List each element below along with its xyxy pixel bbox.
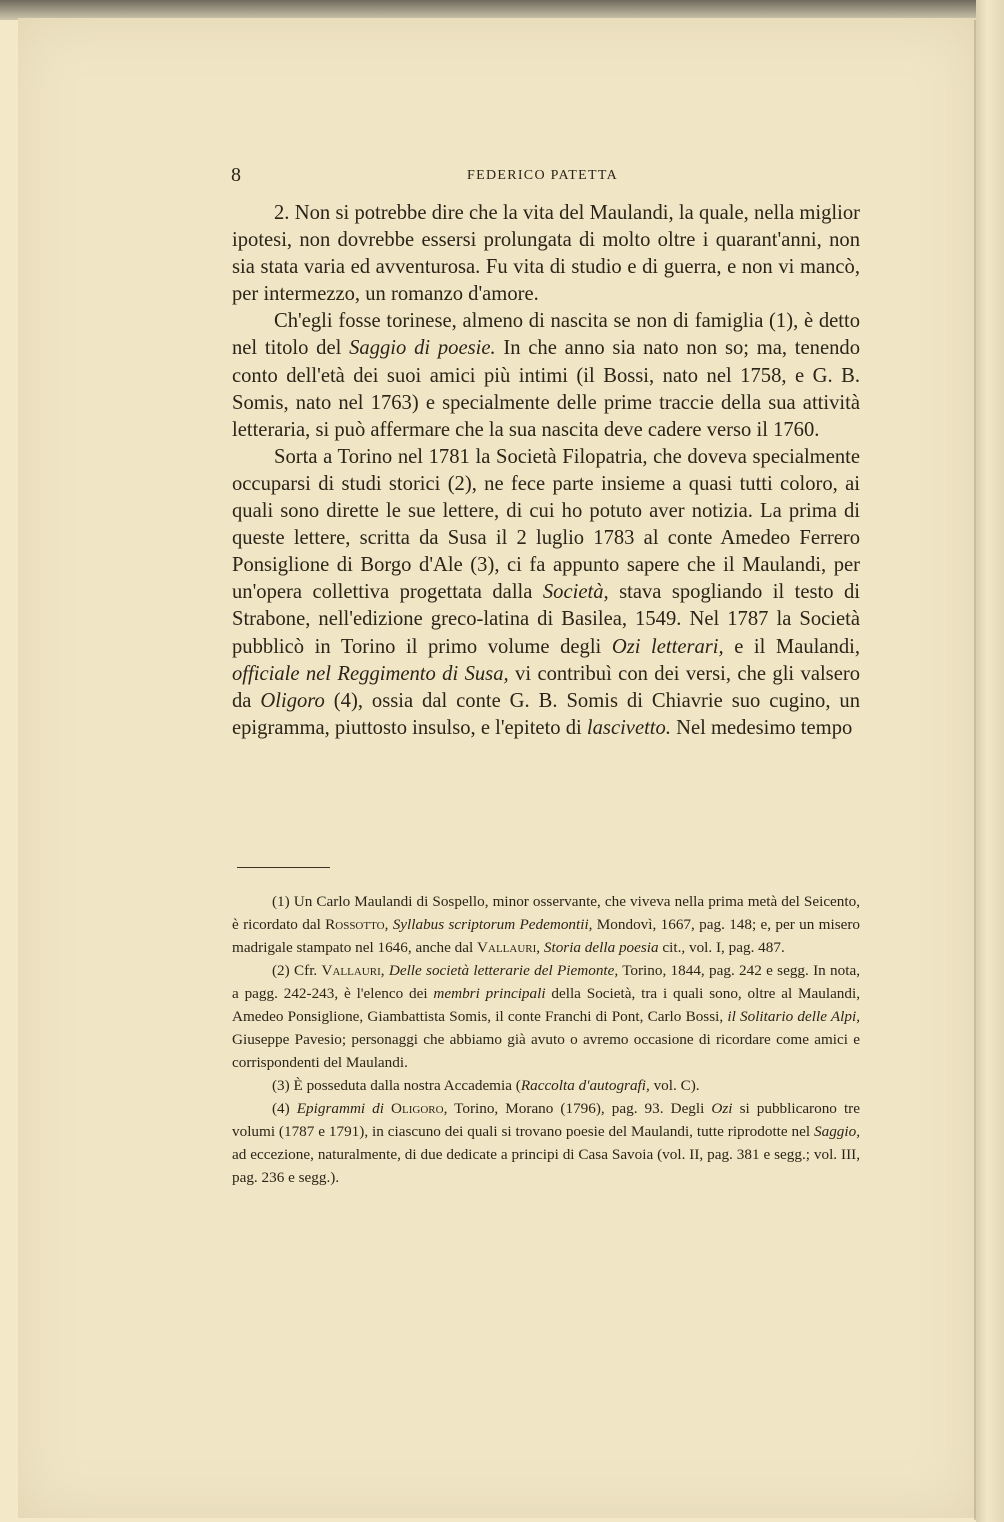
footnote-3 bbox=[232, 1074, 860, 1097]
italic-title: Saggio di poesie. bbox=[349, 337, 496, 360]
italic-title: Storia della poesia bbox=[543, 939, 659, 956]
page-number: 8 bbox=[231, 164, 241, 186]
footnote-2 bbox=[232, 959, 860, 1074]
text-run: (4) bbox=[272, 1100, 297, 1117]
italic-title: Raccolta d'autografi, bbox=[520, 1077, 650, 1094]
paragraph-3 bbox=[232, 444, 860, 742]
text-run: vi contribuì con dei versi, che gli valsero da bbox=[232, 662, 860, 712]
text-run: vol. C). bbox=[649, 1077, 700, 1094]
text-run: , bbox=[380, 962, 389, 979]
author-name: Vallauri bbox=[321, 962, 381, 979]
italic-title: Saggio, bbox=[814, 1123, 860, 1140]
text-run: Sorta a Torino nel 1781 la Società Filopatria, che doveva specialmente occuparsi di studi storici (2), ne fece parte insieme a quasi tutti coloro, ai quali sono dirette le sue lettere, di cui ho potuto aver notizia. La prima di queste lettere, scritta da Susa il 2 luglio 1783 al conte Amedeo Ferrero Ponsiglione di Borgo d'Ale (3), ci fa appunto sapere che il Maulandi, per un'opera collettiva progettata dalla bbox=[232, 445, 860, 604]
text-run: (4), ossia dal conte G. B. Somis di Chiavrie suo cugino, un epigramma, piuttosto insulso, e l'epiteto di bbox=[232, 689, 861, 739]
italic-term: lascivetto. bbox=[586, 716, 671, 739]
page-header bbox=[231, 164, 861, 190]
text-run: si pubblicarono tre volumi (1787 e 1791), in ciascuno dei quali si trovano poesie del Maulandi, tutte riprodotte nel bbox=[232, 1100, 860, 1140]
footnote-1 bbox=[232, 890, 860, 959]
text-run: cit., vol. I, pag. 487. bbox=[658, 939, 785, 956]
italic-term: Oligoro bbox=[260, 689, 325, 712]
italic-term: il Solitario delle Alpi, bbox=[727, 1008, 860, 1025]
page-top-edge bbox=[0, 0, 1004, 20]
text-run: (2) Cfr. bbox=[272, 962, 322, 979]
text-run: (3) È posseduta dalla nostra Accademia ( bbox=[272, 1077, 521, 1094]
text-run: Ch'egli fosse torinese, almeno di nascita se non di famiglia (1), è detto nel titolo del bbox=[232, 310, 860, 360]
text-run: Nel medesimo tempo bbox=[670, 716, 853, 739]
italic-title: Syllabus scriptorum Pedemontii, bbox=[392, 916, 593, 933]
text-run: ad eccezione, naturalmente, di due dedicate a principi di Casa Savoia (vol. II, pag. 381 e segg.; vol. III, pag. 236 e segg.). bbox=[232, 1146, 860, 1186]
text-run: Mondovì, 1667, pag. 148; e, per un misero madrigale stampato nel 1646, anche dal bbox=[232, 916, 860, 956]
italic-term: Società, bbox=[542, 581, 609, 604]
main-text bbox=[232, 200, 860, 742]
text-run: della Società, tra i quali sono, oltre al Maulandi, Amedeo Ponsiglione, Giambattista Somis, il conte Franchi di Pont, Carlo Bossi, bbox=[232, 985, 861, 1025]
footnotes bbox=[232, 890, 860, 1189]
paragraph-2 bbox=[232, 308, 860, 443]
italic-term: membri principali bbox=[433, 985, 546, 1002]
author-name: Vallauri bbox=[477, 939, 537, 956]
italic-title: Ozi letterari, bbox=[611, 635, 724, 658]
italic-title: Ozi bbox=[711, 1100, 733, 1117]
footnote-rule bbox=[237, 867, 330, 868]
paragraph-1 bbox=[232, 200, 860, 308]
footnote-4 bbox=[232, 1097, 860, 1189]
section-number: 2. bbox=[274, 202, 290, 224]
text-run: stava spogliando il testo di Strabone, nell'edizione greco-latina di Basilea, 1549. Nel 1787 la Società pubblicò in Torino il primo volume degli bbox=[232, 581, 860, 658]
text-run: , Torino, Morano (1796), pag. 93. Degli bbox=[443, 1100, 712, 1117]
running-head: FEDERICO PATETTA bbox=[467, 168, 619, 183]
author-name: Oligoro bbox=[384, 1100, 444, 1117]
text-run: e il Maulandi, bbox=[723, 635, 860, 658]
text-run: (1) Un Carlo Maulandi di Sospello, minor osservante, che viveva nella prima metà del Seicento, è ricordato dal bbox=[232, 893, 860, 933]
text-run: , bbox=[536, 939, 544, 956]
italic-term: officiale nel Reggimento di Susa, bbox=[232, 662, 509, 685]
text-run: , bbox=[384, 916, 393, 933]
text-run: Torino, 1844, pag. 242 e segg. In nota, a pagg. 242-243, è l'elenco dei bbox=[232, 962, 860, 1002]
page-right-edge bbox=[976, 0, 1004, 1522]
text-run: In che anno sia nato non so; ma, tenendo conto dell'età dei suoi amici più intimi (il Bossi, nato nel 1758, e G. B. Somis, nato nel 1763) e specialmente delle prime traccie della sua attività letteraria, si può affermare che la sua nascita deve cadere verso il 1760. bbox=[232, 337, 860, 441]
text-run: Giuseppe Pavesio; personaggi che abbiamo già avuto o avremo occasione di ricordare come amici e corrispondenti del Maulandi. bbox=[232, 1031, 860, 1071]
paragraph-1-text: Non si potrebbe dire che la vita del Maulandi, la quale, nella miglior ipotesi, non dovrebbe essersi prolungata di molto oltre i quarant'anni, non sia stata varia ed avventurosa. Fu vita di studio e di guerra, e non vi mancò, per intermezzo, un romanzo d'amore. bbox=[232, 202, 860, 306]
author-name: Rossotto bbox=[325, 916, 385, 933]
italic-title: Delle società letterarie del Piemonte, bbox=[388, 962, 619, 979]
italic-title: Epigrammi di bbox=[296, 1100, 384, 1117]
